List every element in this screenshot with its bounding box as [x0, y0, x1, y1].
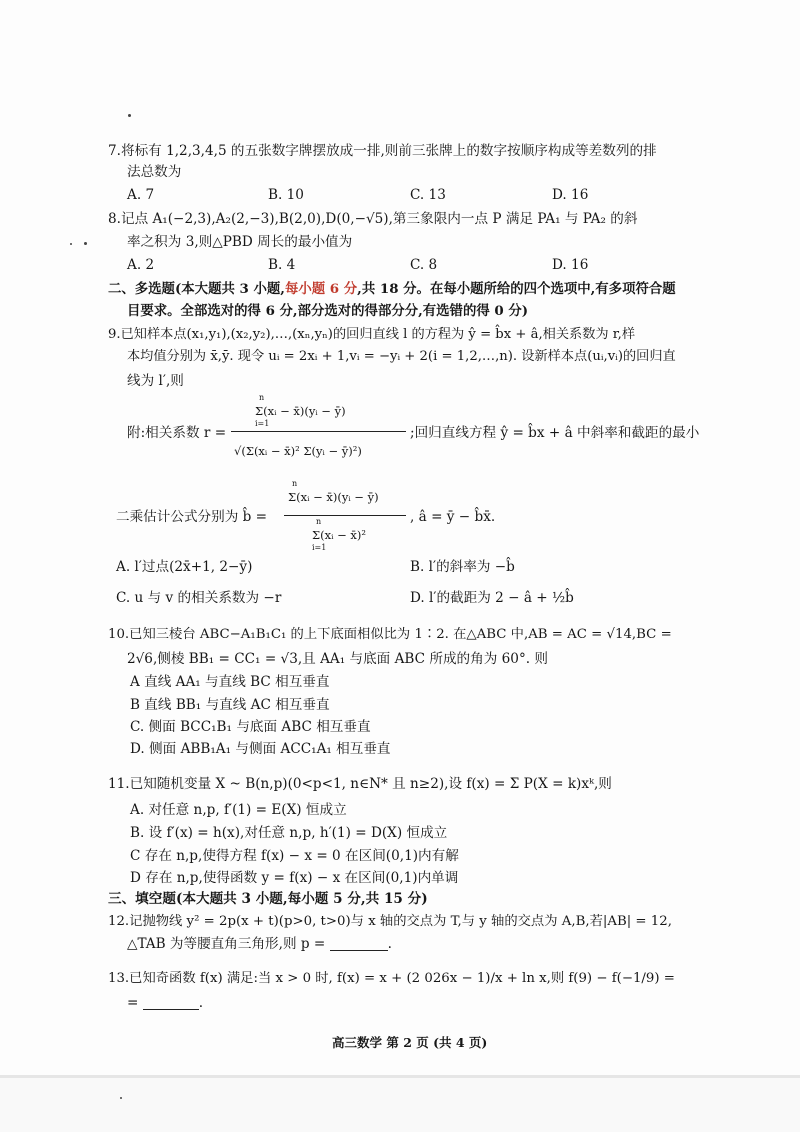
r-fraction-bar — [231, 431, 406, 432]
q10-option-d: D. 侧面 ABB₁A₁ 与侧面 ACC₁A₁ 相互垂直 — [130, 741, 391, 757]
b-sum-bottom: i=1 — [312, 543, 327, 552]
q7-line2: 法总数为 — [127, 164, 182, 180]
q12-line2: △TAB 为等腰直角三角形,则 p = — [127, 936, 330, 952]
q8-line2: 率之积为 3,则△PBD 周长的最小值为 — [127, 234, 353, 250]
q9-note-prefix: 附:相关系数 r = — [127, 425, 227, 441]
q13-line2: = — [127, 995, 143, 1011]
q9-note2-suffix: , â = ȳ − b̂x̄. — [410, 509, 496, 525]
q12-line2-wrap: △TAB 为等腰直角三角形,则 p = . — [127, 936, 392, 952]
q11-line1: 11.已知随机变量 X ~ B(n,p)(0<p<1, n∈N* 且 n≥2),设 f(x) = Σ P(X = k)xᵏ,则 — [108, 776, 612, 792]
q13-line2-wrap: = . — [127, 995, 204, 1011]
q9-line2: 本均值分别为 x̄,ȳ. 现令 uᵢ = 2xᵢ + 1,vᵢ = −yᵢ + 2(i = 1,2,…,n). 设新样本点(uᵢ,vᵢ)的回归直 — [127, 349, 676, 364]
q9-line3: 线为 l′,则 — [127, 373, 184, 389]
q13-line1: 13.已知奇函数 f(x) 满足:当 x > 0 时, f(x) = x + (2 026x − 1)/x + ln x,则 f(9) − f(−1/9) = — [108, 971, 675, 986]
q8-line1: 8.记点 A₁(−2,3),A₂(2,−3),B(2,0),D(0,−√5),第三象限内一点 P 满足 PA₁ 与 PA₂ 的斜 — [108, 211, 638, 227]
section2-heading — [108, 280, 676, 298]
q8-option-b: B. 4 — [268, 257, 296, 273]
q10-line1: 10.已知三棱台 ABC−A₁B₁C₁ 的上下底面相似比为 1∶2. 在△ABC 中,AB = AC = √14,BC = — [108, 627, 672, 642]
q10-option-a: A 直线 AA₁ 与直线 BC 相互垂直 — [130, 674, 330, 690]
section3-heading: 三、填空题(本大题共 3 小题,每小题 5 分,共 15 分) — [108, 891, 428, 907]
q7-option-d: D. 16 — [552, 187, 589, 203]
r-numerator: Σ(xᵢ − x̄)(yᵢ − ȳ) — [255, 404, 346, 418]
scan-speck — [128, 114, 131, 117]
scan-speck — [120, 1097, 122, 1099]
b-sum-top2: n — [316, 517, 322, 526]
q7-option-b: B. 10 — [268, 187, 304, 203]
q11-option-a: A. 对任意 n,p, f′(1) = E(X) 恒成立 — [130, 802, 347, 818]
q9-note-suffix: ;回归直线方程 ŷ = b̂x + â 中斜率和截距的最小 — [410, 425, 700, 441]
b-sum-top: n — [292, 479, 298, 488]
q9-option-b: B. l′的斜率为 −b̂ — [410, 559, 515, 575]
q8-option-a: A. 2 — [127, 257, 155, 273]
q12-line1: 12.记抛物线 y² = 2p(x + t)(p>0, t>0)与 x 轴的交点为 T,与 y 轴的交点为 A,B,若|AB| = 12, — [108, 914, 672, 929]
r-sum-top: n — [259, 393, 265, 402]
page-footer: 高三数学 第 2 页 (共 4 页) — [332, 1035, 488, 1050]
scan-bottom-margin — [0, 1078, 800, 1132]
b-fraction-bar — [284, 515, 406, 516]
b-denominator: Σ(xᵢ − x̄)² — [312, 528, 366, 542]
q10-option-c: C. 侧面 BCC₁B₁ 与底面 ABC 相互垂直 — [130, 719, 371, 735]
section2-heading-b: ,共 18 分。在每小题所给的四个选项中,有多项符合题 — [357, 281, 676, 297]
q7-option-c: C. 13 — [410, 187, 446, 203]
q7-option-a: A. 7 — [127, 187, 155, 203]
section2-heading-a: 二、多选题(本大题共 3 小题, — [108, 281, 285, 297]
r-denominator: √(Σ(xᵢ − x̄)² Σ(yᵢ − ȳ)²) — [234, 444, 362, 458]
q12-answer-blank[interactable] — [330, 936, 388, 951]
r-sum-bottom: i=1 — [255, 419, 270, 428]
scan-speck — [70, 243, 72, 245]
q8-option-d: D. 16 — [552, 257, 589, 273]
b-numerator: Σ(xᵢ − x̄)(yᵢ − ȳ) — [288, 490, 379, 504]
q10-line2: 2√6,侧棱 BB₁ = CC₁ = √3,且 AA₁ 与底面 ABC 所成的角为 60°. 则 — [127, 651, 548, 667]
section2-instructions: 目要求。全部选对的得 6 分,部分选对的得部分分,有选错的得 0 分) — [127, 303, 529, 319]
q9-option-d: D. l′的截距为 2 − â + ½b̂ — [410, 590, 574, 606]
q13-answer-blank[interactable] — [143, 995, 199, 1010]
q9-option-c: C. u 与 v 的相关系数为 −r — [116, 590, 282, 606]
q11-option-d: D 存在 n,p,使得函数 y = f(x) − x 在区间(0,1)内单调 — [130, 870, 459, 886]
q9-option-a: A. l′过点(2x̄+1, 2−ȳ) — [116, 559, 253, 575]
q7-line1: 7.将标有 1,2,3,4,5 的五张数字牌摆放成一排,则前三张牌上的数字按顺序构成等差数列的排 — [108, 143, 657, 159]
scan-speck — [84, 242, 87, 245]
q10-option-b: B 直线 BB₁ 与直线 AC 相互垂直 — [130, 697, 330, 713]
q11-option-c: C 存在 n,p,使得方程 f(x) − x = 0 在区间(0,1)内有解 — [130, 848, 459, 864]
q9-line1: 9.已知样本点(x₁,y₁),(x₂,y₂),…,(xₙ,yₙ)的回归直线 l 的方程为 ŷ = b̂x + â,相关系数为 r,样 — [108, 327, 636, 342]
q11-option-b: B. 设 f′(x) = h(x),对任意 n,p, h′(1) = D(X) 恒成立 — [130, 825, 448, 841]
section2-heading-mark: 每小题 6 分 — [284, 281, 358, 297]
q8-option-c: C. 8 — [410, 257, 438, 273]
q9-note2-prefix: 二乘估计公式分别为 b̂ = — [116, 509, 268, 525]
